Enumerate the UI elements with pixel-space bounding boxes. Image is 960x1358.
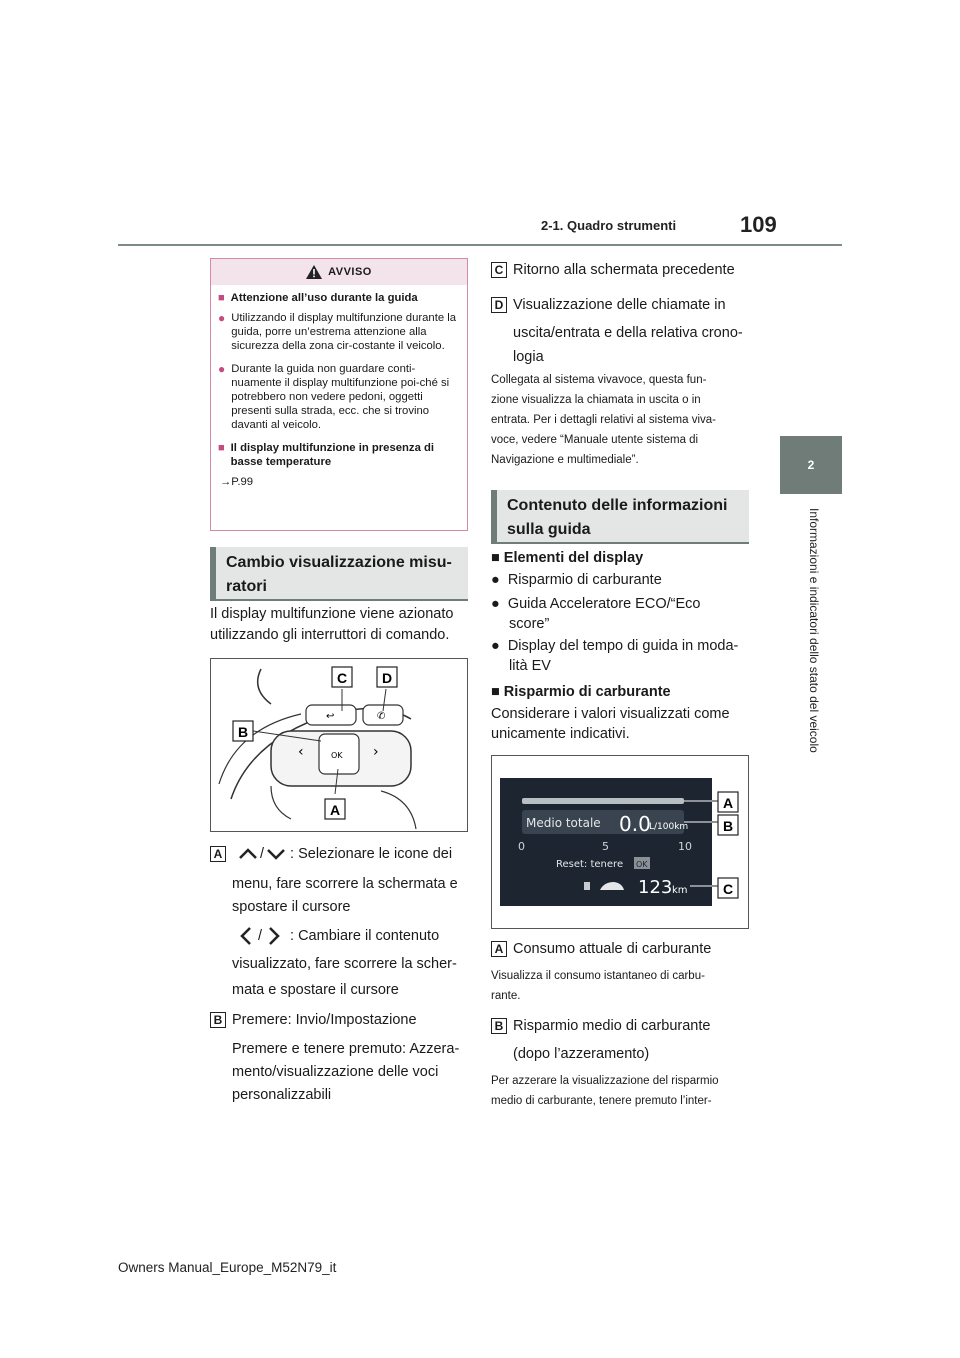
- item-d-text-3: logia: [513, 349, 544, 365]
- display-item-3b: lità EV: [509, 658, 551, 674]
- item-c-line: C Ritorno alla schermata precedente: [491, 262, 735, 278]
- display-heading-2: ■ Risparmio di carburante: [491, 684, 671, 700]
- fig1-label-a: A: [329, 802, 341, 818]
- header-rule: [118, 244, 842, 246]
- fuel-item-b-line: B Risparmio medio di carburante: [491, 1018, 710, 1034]
- fuel-display-figure: [491, 755, 749, 929]
- warning-header: [211, 259, 467, 285]
- section-heading-cambio: Cambio visualizzazione misu- ratori: [210, 547, 468, 599]
- svg-text:✆: ✆: [377, 711, 386, 722]
- square-bullet-icon: ■: [491, 684, 500, 700]
- dot-bullet-icon: ●: [491, 572, 500, 588]
- item-a2-line: / : Cambiare il contenuto: [240, 926, 439, 946]
- page-number: 109: [740, 212, 777, 237]
- display-item-2b: score”: [509, 616, 550, 632]
- dot-bullet-icon: ●: [218, 362, 226, 376]
- steering-switch-figure: [210, 658, 468, 832]
- item-a-line: A / : Selezionare le icone dei: [210, 846, 452, 862]
- fig1-label-b: B: [237, 724, 249, 740]
- dot-bullet-icon: ●: [491, 638, 500, 654]
- warning-title: AVVISO: [328, 266, 372, 278]
- badge-b: B: [210, 1012, 226, 1028]
- item-a-text-3: spostare il cursore: [232, 899, 351, 915]
- fuel-range-value: 123: [638, 877, 673, 898]
- section-heading-contenuto: Contenuto delle informazioni sulla guida: [491, 490, 749, 542]
- item-a-text-2: menu, fare scorrere la schermata e: [232, 876, 458, 892]
- chevron-up-icon: [238, 848, 258, 860]
- display-para-1: Considerare i valori visualizzati come: [491, 706, 730, 722]
- fig1-label-d: D: [381, 670, 393, 686]
- item-b-text-4: personalizzabili: [232, 1087, 332, 1103]
- page-reference-link[interactable]: →P.99: [220, 476, 254, 488]
- intro-paragraph: Il display multifunzione viene azionato utilizzando gli interruttori di comando.: [210, 606, 454, 643]
- chapter-side-text: Informazioni e indicatori dello stato del veicolo: [807, 508, 821, 753]
- item-d-note: Collegata al sistema vivavoce, questa fun- zione visualizza la chiamata in uscita o in entrata. Per i dettagli relativi al sistema viva- voce, vedere “Manuale utente sistema di Navigazione e multimediale”.: [491, 374, 716, 466]
- fuel-item-b-note: Per azzerare la visualizzazione del risparmio medio di carburante, tenere premuto l’inter-: [491, 1075, 719, 1107]
- fuel-reset-text: Reset: tenere: [556, 859, 624, 870]
- badge-a: A: [491, 941, 507, 957]
- warning-box: [210, 258, 468, 531]
- square-bullet-icon: ■: [218, 442, 225, 454]
- fuel-average-unit: L/100km: [649, 822, 689, 832]
- fuel-average-value: 0.0: [619, 812, 651, 836]
- badge-b: B: [491, 1018, 507, 1034]
- dot-bullet-icon: ●: [491, 596, 500, 612]
- fuel-tick-5: 5: [602, 840, 609, 853]
- item-d-text-2: uscita/entrata e della relativa crono-: [513, 325, 743, 341]
- square-bullet-icon: ■: [218, 292, 225, 304]
- fuel-range-unit: km: [672, 885, 688, 896]
- display-item-2: ● Guida Acceleratore ECO/“Eco: [491, 596, 701, 612]
- fuel-ok-badge: OK: [636, 860, 648, 869]
- section-title: 2-1. Quadro strumenti: [541, 218, 677, 233]
- fuel-item-b-text-2: (dopo l’azzeramento): [513, 1046, 650, 1062]
- warning-triangle-icon: [306, 265, 322, 279]
- svg-text:›: ›: [373, 744, 379, 760]
- svg-text:OK: OK: [331, 751, 343, 760]
- square-bullet-icon: ■: [491, 550, 500, 566]
- svg-text:↩: ↩: [326, 711, 335, 722]
- fuel-average-label: Medio totale: [526, 816, 601, 830]
- chevron-left-icon: [240, 926, 252, 946]
- display-item-1: ● Risparmio di carburante: [491, 572, 662, 588]
- fig2-label-a: A: [722, 795, 734, 811]
- warning-heading-2: ■ Il display multifunzione in presenza di basse temperature: [218, 442, 435, 468]
- display-item-3: ● Display del tempo di guida in moda-: [491, 638, 739, 654]
- steering-wheel-illustration: [211, 659, 467, 831]
- warning-bullet-1: ● Utilizzando il display multifunzione durante la guida, porre un’estrema attenzione alla sicurezza della zona cir-costante il veicolo.: [218, 311, 457, 352]
- section-underline: [491, 542, 749, 544]
- fuel-item-a-note: Visualizza il consumo istantaneo di carbu- rante.: [491, 970, 705, 1002]
- fuel-tick-0: 0: [518, 840, 525, 853]
- warning-heading-1: ■ Attenzione all’uso durante la guida: [218, 292, 418, 304]
- warning-bullet-2: ● Durante la guida non guardare conti-nuamente il display multifunzione poi-ché si potrebbero non vedere pedoni, oggetti presenti sulla strada, ecc. che si trovino davanti al veicolo.: [218, 362, 450, 431]
- fuel-tick-10: 10: [678, 840, 692, 853]
- display-heading-1: ■ Elementi del display: [491, 550, 644, 566]
- dot-bullet-icon: ●: [218, 311, 226, 325]
- badge-a: A: [210, 846, 226, 862]
- item-a2-text-2: visualizzato, fare scorrere la scher-: [232, 956, 457, 972]
- chevron-down-icon: [266, 848, 286, 860]
- fuel-item-a-line: A Consumo attuale di carburante: [491, 941, 711, 957]
- section-underline: [210, 599, 468, 601]
- badge-d: D: [491, 297, 507, 313]
- svg-text:‹: ‹: [298, 744, 304, 760]
- footer-text: Owners Manual_Europe_M52N79_it: [118, 1260, 337, 1275]
- fig2-label-c: C: [722, 881, 734, 897]
- item-b-line: B Premere: Invio/Impostazione: [210, 1012, 417, 1028]
- badge-c: C: [491, 262, 507, 278]
- item-d-line: D Visualizzazione delle chiamate in: [491, 297, 726, 313]
- chevron-right-icon: [268, 926, 280, 946]
- item-a2-text-3: mata e spostare il cursore: [232, 982, 399, 998]
- display-para-2: unicamente indicativi.: [491, 726, 630, 742]
- item-b-text-2: Premere e tenere premuto: Azzera-: [232, 1041, 460, 1057]
- chapter-tab: 2: [780, 436, 842, 494]
- fig1-label-c: C: [336, 670, 348, 686]
- item-b-text-3: mento/visualizzazione delle voci: [232, 1064, 439, 1080]
- fuel-screen-illustration: [492, 756, 748, 928]
- fig2-label-b: B: [722, 818, 734, 834]
- fuel-pump-icon: [584, 882, 590, 890]
